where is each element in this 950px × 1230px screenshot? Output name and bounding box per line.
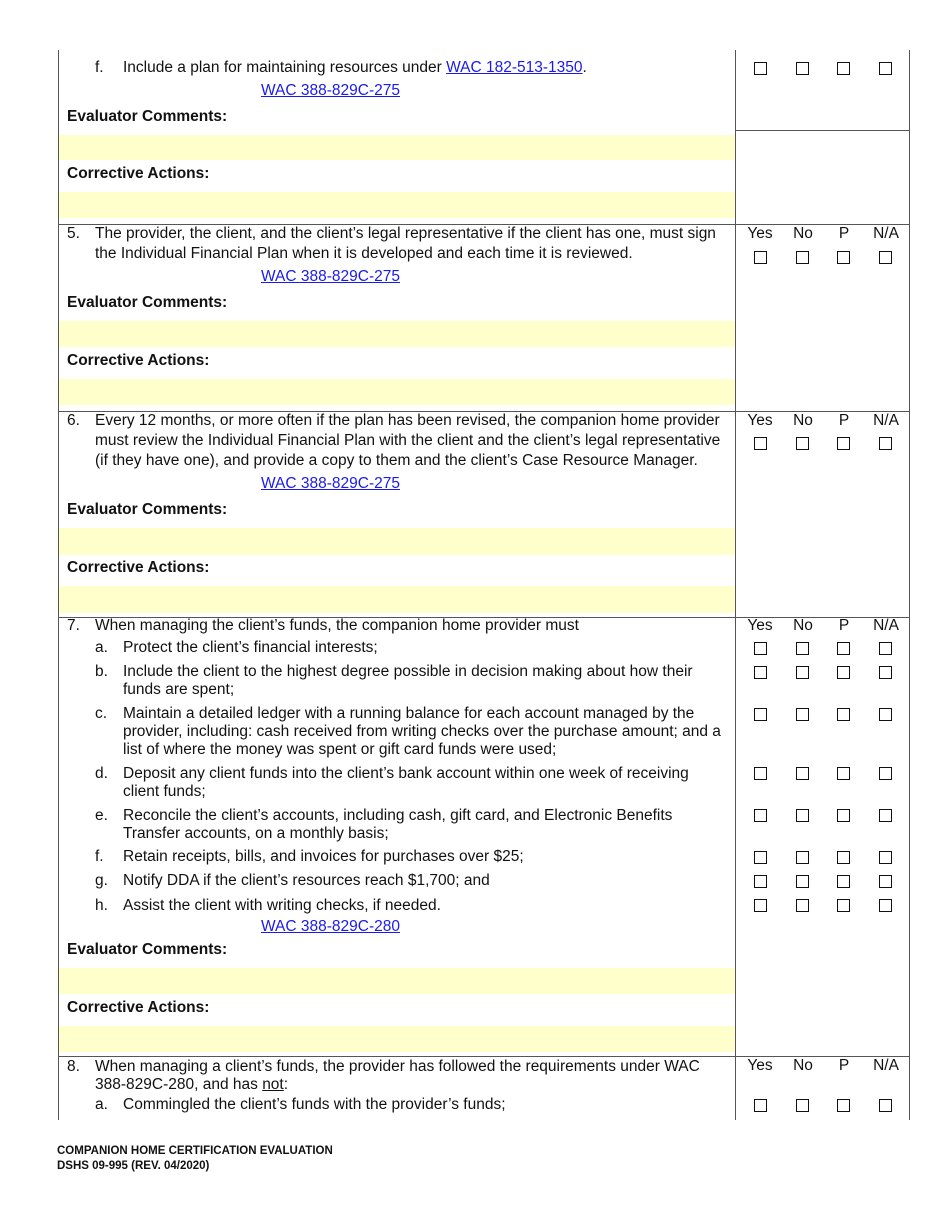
corrective-actions-label: Corrective Actions: — [67, 559, 210, 576]
question-text-part: : — [283, 1076, 289, 1093]
item-marker: f. — [95, 848, 104, 865]
yes-checkbox[interactable] — [754, 251, 767, 264]
partial-checkbox[interactable] — [837, 437, 850, 450]
na-checkbox[interactable] — [879, 899, 892, 912]
item-marker: c. — [95, 705, 108, 722]
na-checkbox[interactable] — [879, 437, 892, 450]
footer-form-title: COMPANION HOME CERTIFICATION EVALUATION — [57, 1145, 333, 1157]
na-header: N/A — [873, 1057, 899, 1074]
na-checkbox[interactable] — [879, 666, 892, 679]
no-checkbox[interactable] — [796, 642, 809, 655]
question-number: 8. — [67, 1058, 80, 1075]
wac-link[interactable]: WAC 388-829C-280 — [261, 918, 400, 935]
wac-link[interactable]: WAC 182-513-1350 — [446, 59, 583, 76]
na-checkbox[interactable] — [879, 708, 892, 721]
partial-checkbox[interactable] — [837, 851, 850, 864]
item-text: Deposit any client funds into the client’s bank account within one week of receiving — [123, 765, 689, 782]
yes-checkbox[interactable] — [754, 708, 767, 721]
right-border — [909, 50, 910, 1120]
no-checkbox[interactable] — [796, 708, 809, 721]
evaluator-comments-label: Evaluator Comments: — [67, 294, 228, 311]
no-header: No — [793, 412, 813, 429]
partial-header: P — [838, 412, 850, 429]
corrective-actions-field-5[interactable] — [59, 379, 735, 405]
yes-header: Yes — [747, 412, 773, 429]
na-checkbox[interactable] — [879, 851, 892, 864]
na-checkbox[interactable] — [879, 251, 892, 264]
item-text: provider, including: cash received from writing checks over the purchase amount; and a — [123, 723, 721, 740]
corrective-actions-field-6[interactable] — [59, 586, 735, 613]
no-checkbox[interactable] — [796, 851, 809, 864]
no-checkbox[interactable] — [796, 666, 809, 679]
question-text: the Individual Financial Plan when it is developed and each time it is reviewed. — [95, 245, 633, 262]
wac-link[interactable]: WAC 388-829C-275 — [261, 475, 400, 492]
item-text: Notify DDA if the client’s resources reach $1,700; and — [123, 872, 490, 889]
left-border — [58, 50, 59, 1120]
item-text-part: . — [582, 59, 587, 76]
partial-checkbox[interactable] — [837, 708, 850, 721]
yes-checkbox[interactable] — [754, 437, 767, 450]
item-marker: g. — [95, 872, 108, 889]
item-text — [123, 59, 587, 77]
item-marker: a. — [95, 1096, 108, 1113]
answer-box-bottom-f — [735, 130, 910, 131]
evaluator-comments-label: Evaluator Comments: — [67, 501, 228, 518]
wac-link[interactable]: WAC 388-829C-275 — [261, 268, 400, 285]
no-checkbox[interactable] — [796, 899, 809, 912]
underlined-word: not — [262, 1076, 284, 1093]
item-text: Protect the client’s financial interests; — [123, 639, 378, 656]
question-number: 5. — [67, 225, 80, 242]
partial-checkbox[interactable] — [837, 767, 850, 780]
column-divider — [735, 50, 736, 1120]
yes-checkbox[interactable] — [754, 642, 767, 655]
yes-checkbox[interactable] — [754, 899, 767, 912]
evaluator-comments-label: Evaluator Comments: — [67, 108, 228, 125]
question-text — [95, 1076, 288, 1094]
no-header: No — [793, 1057, 813, 1074]
item-marker: b. — [95, 663, 108, 680]
na-checkbox[interactable] — [879, 642, 892, 655]
na-checkbox[interactable] — [879, 809, 892, 822]
no-header: No — [793, 225, 813, 242]
no-checkbox[interactable] — [796, 1099, 809, 1112]
no-checkbox[interactable] — [796, 437, 809, 450]
na-header: N/A — [873, 412, 899, 429]
question-number: 7. — [67, 617, 80, 634]
no-checkbox[interactable] — [796, 767, 809, 780]
question-text: must review the Individual Financial Plan with the client and the client’s legal representative — [95, 432, 721, 449]
yes-checkbox[interactable] — [754, 851, 767, 864]
item-marker: h. — [95, 897, 108, 914]
yes-checkbox[interactable] — [754, 666, 767, 679]
partial-checkbox[interactable] — [837, 666, 850, 679]
corrective-actions-label: Corrective Actions: — [67, 165, 210, 182]
na-checkbox[interactable] — [879, 1099, 892, 1112]
question-text: The provider, the client, and the client’s legal representative if the client has one, must sign — [95, 225, 716, 242]
no-checkbox[interactable] — [796, 62, 809, 75]
item-text-part: Include a plan for maintaining resources under — [123, 59, 447, 76]
yes-checkbox[interactable] — [754, 62, 767, 75]
evaluator-comments-field-f[interactable] — [59, 135, 735, 160]
partial-header: P — [838, 225, 850, 242]
question-text: When managing a client’s funds, the provider has followed the requirements under WAC — [95, 1058, 700, 1075]
yes-header: Yes — [747, 1057, 773, 1074]
partial-header: P — [838, 1057, 850, 1074]
item-marker: a. — [95, 639, 108, 656]
corrective-actions-label: Corrective Actions: — [67, 352, 210, 369]
evaluator-comments-label: Evaluator Comments: — [67, 941, 228, 958]
no-checkbox[interactable] — [796, 809, 809, 822]
item-text: Maintain a detailed ledger with a running balance for each account managed by the — [123, 705, 695, 722]
evaluator-comments-field-5[interactable] — [59, 321, 735, 347]
item-text: Transfer accounts, on a monthly basis; — [123, 825, 389, 842]
evaluator-comments-field-7[interactable] — [59, 968, 735, 994]
partial-checkbox[interactable] — [837, 899, 850, 912]
item-marker: d. — [95, 765, 108, 782]
item-marker: e. — [95, 807, 108, 824]
item-text: Include the client to the highest degree possible in decision making about how their — [123, 663, 693, 680]
question-text: (if they have one), and provide a copy to them and the client’s Case Resource Manager. — [95, 452, 698, 469]
yes-checkbox[interactable] — [754, 767, 767, 780]
evaluator-comments-field-6[interactable] — [59, 528, 735, 555]
na-header: N/A — [873, 225, 899, 242]
partial-checkbox[interactable] — [837, 642, 850, 655]
yes-header: Yes — [747, 225, 773, 242]
partial-checkbox[interactable] — [837, 875, 850, 888]
partial-checkbox[interactable] — [837, 62, 850, 75]
question-number: 6. — [67, 412, 80, 429]
yes-header: Yes — [747, 617, 773, 634]
partial-header: P — [838, 617, 850, 634]
no-checkbox[interactable] — [796, 251, 809, 264]
na-checkbox[interactable] — [879, 875, 892, 888]
item-text: Reconcile the client’s accounts, including cash, gift card, and Electronic Benefits — [123, 807, 673, 824]
corrective-actions-field-7[interactable] — [59, 1026, 735, 1052]
item-text: Assist the client with writing checks, if needed. — [123, 897, 441, 914]
no-checkbox[interactable] — [796, 875, 809, 888]
partial-checkbox[interactable] — [837, 1099, 850, 1112]
item-text: funds are spent; — [123, 681, 235, 698]
corrective-actions-field-f[interactable] — [59, 192, 735, 218]
footer-form-number: DSHS 09-995 (REV. 04/2020) — [57, 1160, 210, 1172]
item-text: list of where the money was spent or gift card funds were used; — [123, 741, 557, 758]
item-text: client funds; — [123, 783, 206, 800]
partial-checkbox[interactable] — [837, 251, 850, 264]
corrective-actions-label: Corrective Actions: — [67, 999, 210, 1016]
item-text: Retain receipts, bills, and invoices for purchases over $25; — [123, 848, 524, 865]
partial-checkbox[interactable] — [837, 809, 850, 822]
item-text: Commingled the client’s funds with the provider’s funds; — [123, 1096, 506, 1113]
item-marker: f. — [95, 59, 104, 76]
yes-checkbox[interactable] — [754, 1099, 767, 1112]
question-text: When managing the client’s funds, the companion home provider must — [95, 617, 579, 634]
yes-checkbox[interactable] — [754, 809, 767, 822]
question-text: Every 12 months, or more often if the plan has been revised, the companion home provider — [95, 412, 720, 429]
question-text-part: 388-829C-280, and has — [95, 1076, 263, 1093]
yes-checkbox[interactable] — [754, 875, 767, 888]
na-header: N/A — [873, 617, 899, 634]
no-header: No — [793, 617, 813, 634]
na-checkbox[interactable] — [879, 767, 892, 780]
wac-link[interactable]: WAC 388-829C-275 — [261, 82, 400, 99]
na-checkbox[interactable] — [879, 62, 892, 75]
